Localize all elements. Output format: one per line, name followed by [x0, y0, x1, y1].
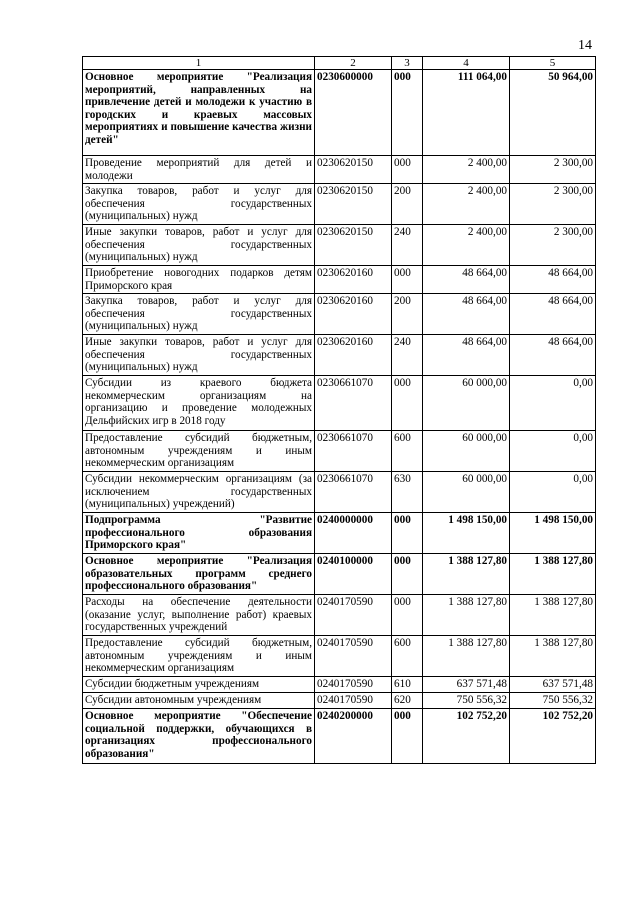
amount-2020-cell: 102 752,20 [510, 709, 596, 764]
amount-2020-cell: 637 571,48 [510, 677, 596, 693]
table-row [83, 709, 596, 764]
name-cell: Закупка товаров, работ и услуг для обеспечения государственных (муниципальных) нужд [83, 184, 315, 225]
name-cell: Подпрограмма "Развитие профессионального образования Приморского края" [83, 513, 315, 554]
amount-2020-cell: 2 300,00 [510, 156, 596, 184]
table-header-row [83, 57, 596, 70]
table-row [83, 225, 596, 266]
name-cell: Расходы на обеспечение деятельности (оказание услуг, выполнение работ) краевых государственных учреждений [83, 595, 315, 636]
expense-type-cell: 000 [392, 554, 423, 595]
amount-2019-cell: 2 400,00 [423, 184, 510, 225]
amount-2019-cell: 60 000,00 [423, 472, 510, 513]
code-cell: 0230620150 [315, 156, 392, 184]
table-row [83, 156, 596, 184]
amount-2019-cell: 1 388 127,80 [423, 554, 510, 595]
code-cell: 0230661070 [315, 472, 392, 513]
table-row [83, 636, 596, 677]
expense-type-cell: 620 [392, 693, 423, 709]
amount-2020-cell: 48 664,00 [510, 335, 596, 376]
code-cell: 0230620150 [315, 184, 392, 225]
amount-2019-cell: 60 000,00 [423, 431, 510, 472]
table-row [83, 513, 596, 554]
name-cell: Иные закупки товаров, работ и услуг для обеспечения государственных (муниципальных) нужд [83, 225, 315, 266]
name-cell: Предоставление субсидий бюджетным, автономным учреждениям и иным некоммерческим организациям [83, 431, 315, 472]
table-row [83, 693, 596, 709]
table-row [83, 554, 596, 595]
amount-2020-cell: 50 964,00 [510, 70, 596, 156]
amount-2019-cell: 111 064,00 [423, 70, 510, 156]
expense-type-cell: 200 [392, 184, 423, 225]
expense-type-cell: 240 [392, 225, 423, 266]
code-cell: 0240170590 [315, 595, 392, 636]
table-row [83, 431, 596, 472]
expense-type-cell: 610 [392, 677, 423, 693]
name-cell: Проведение мероприятий для детей и молодежи [83, 156, 315, 184]
code-cell: 0230620150 [315, 225, 392, 266]
code-cell: 0240100000 [315, 554, 392, 595]
amount-2019-cell: 1 498 150,00 [423, 513, 510, 554]
amount-2019-cell: 2 400,00 [423, 156, 510, 184]
code-cell: 0230600000 [315, 70, 392, 156]
amount-2019-cell: 48 664,00 [423, 294, 510, 335]
amount-2019-cell: 2 400,00 [423, 225, 510, 266]
name-cell: Приобретение новогодних подарков детям Приморского края [83, 266, 315, 294]
amount-2020-cell: 2 300,00 [510, 225, 596, 266]
amount-2020-cell: 1 388 127,80 [510, 554, 596, 595]
table-row [83, 595, 596, 636]
expense-type-cell: 000 [392, 266, 423, 294]
expense-type-cell: 600 [392, 636, 423, 677]
expense-type-cell: 000 [392, 376, 423, 431]
amount-2020-cell: 0,00 [510, 376, 596, 431]
amount-2019-cell: 750 556,32 [423, 693, 510, 709]
name-cell: Основное мероприятие "Реализация образовательных программ среднего профессионального образования" [83, 554, 315, 595]
expense-type-cell: 000 [392, 513, 423, 554]
header-cell-1: 1 [83, 57, 315, 70]
name-cell: Предоставление субсидий бюджетным, автономным учреждениям и иным некоммерческим организациям [83, 636, 315, 677]
expense-type-cell: 240 [392, 335, 423, 376]
name-cell: Основное мероприятие "Реализация мероприятий, направленных на привлечение детей и молодежи к участию в городских и краевых массовых мероприятиях и повышение качества жизни детей" [83, 70, 315, 156]
expense-type-cell: 000 [392, 595, 423, 636]
header-cell-4: 4 [423, 57, 510, 70]
header-cell-3: 3 [392, 57, 423, 70]
amount-2019-cell: 1 388 127,80 [423, 595, 510, 636]
amount-2020-cell: 2 300,00 [510, 184, 596, 225]
amount-2020-cell: 48 664,00 [510, 294, 596, 335]
name-cell: Основное мероприятие "Обеспечение социальной поддержки, обучающихся в организациях профессионального образования" [83, 709, 315, 764]
expense-type-cell: 000 [392, 709, 423, 764]
amount-2020-cell: 48 664,00 [510, 266, 596, 294]
code-cell: 0240170590 [315, 693, 392, 709]
table-row [83, 376, 596, 431]
amount-2020-cell: 0,00 [510, 431, 596, 472]
table-row [83, 472, 596, 513]
code-cell: 0240170590 [315, 677, 392, 693]
amount-2019-cell: 1 388 127,80 [423, 636, 510, 677]
expense-type-cell: 000 [392, 70, 423, 156]
expense-type-cell: 630 [392, 472, 423, 513]
amount-2020-cell: 750 556,32 [510, 693, 596, 709]
amount-2020-cell: 1 388 127,80 [510, 595, 596, 636]
name-cell: Субсидии из краевого бюджета некоммерческим организациям на организацию и проведение молодежных Дельфийских игр в 2018 году [83, 376, 315, 431]
name-cell: Субсидии бюджетным учреждениям [83, 677, 315, 693]
amount-2019-cell: 48 664,00 [423, 266, 510, 294]
amount-2019-cell: 102 752,20 [423, 709, 510, 764]
expense-type-cell: 000 [392, 156, 423, 184]
code-cell: 0230661070 [315, 376, 392, 431]
amount-2019-cell: 48 664,00 [423, 335, 510, 376]
table-row [83, 677, 596, 693]
amount-2019-cell: 60 000,00 [423, 376, 510, 431]
code-cell: 0230661070 [315, 431, 392, 472]
code-cell: 0240200000 [315, 709, 392, 764]
table-row [83, 266, 596, 294]
name-cell: Субсидии автономным учреждениям [83, 693, 315, 709]
table-row [83, 70, 596, 156]
code-cell: 0240170590 [315, 636, 392, 677]
name-cell: Закупка товаров, работ и услуг для обеспечения государственных (муниципальных) нужд [83, 294, 315, 335]
expense-type-cell: 200 [392, 294, 423, 335]
expense-type-cell: 600 [392, 431, 423, 472]
header-cell-5: 5 [510, 57, 596, 70]
code-cell: 0230620160 [315, 266, 392, 294]
page-number: 14 [578, 38, 592, 53]
table-row [83, 294, 596, 335]
amount-2020-cell: 1 498 150,00 [510, 513, 596, 554]
name-cell: Иные закупки товаров, работ и услуг для обеспечения государственных (муниципальных) нужд [83, 335, 315, 376]
budget-table [82, 56, 596, 764]
code-cell: 0230620160 [315, 294, 392, 335]
name-cell: Субсидии некоммерческим организациям (за исключением государственных (муниципальных) учреждений) [83, 472, 315, 513]
amount-2019-cell: 637 571,48 [423, 677, 510, 693]
code-cell: 0240000000 [315, 513, 392, 554]
table-row [83, 335, 596, 376]
amount-2020-cell: 1 388 127,80 [510, 636, 596, 677]
amount-2020-cell: 0,00 [510, 472, 596, 513]
code-cell: 0230620160 [315, 335, 392, 376]
table-row [83, 184, 596, 225]
header-cell-2: 2 [315, 57, 392, 70]
budget-table-body [83, 57, 596, 764]
